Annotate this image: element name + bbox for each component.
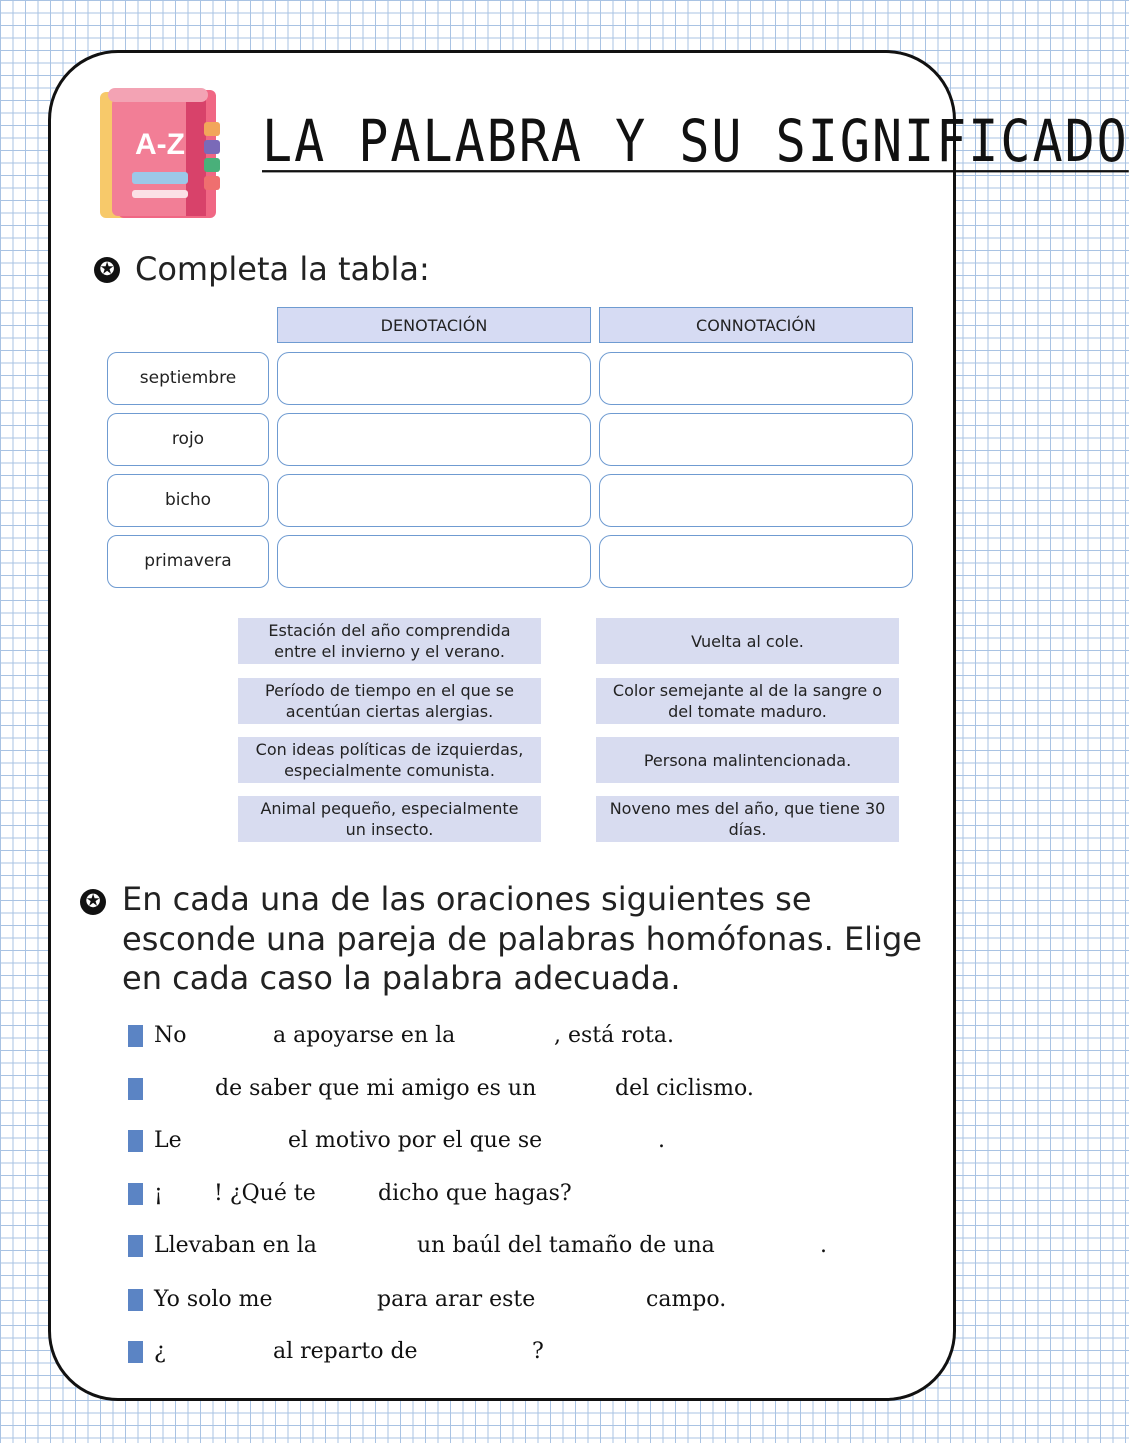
section1-heading: Completa la tabla:: [135, 250, 430, 288]
answer-blank[interactable]: [194, 1022, 268, 1050]
row-label-septiembre: septiembre: [107, 352, 269, 405]
sentence-bullet: [128, 1235, 143, 1257]
column-header-connotacion: CONNOTACIÓN: [599, 307, 913, 343]
drop-cell-bicho-connotacion[interactable]: [599, 474, 913, 527]
sentence-bullet: [128, 1078, 143, 1100]
sentence-text: un baúl del tamaño de una: [417, 1233, 715, 1258]
draggable-option[interactable]: Estación del año comprendida entre el invierno y el verano.: [238, 618, 541, 664]
answer-blank[interactable]: [338, 1232, 414, 1260]
page-title: LA PALABRA Y SU SIGNIFICADO: [262, 108, 1129, 175]
sentence-text: del ciclismo.: [615, 1076, 754, 1101]
sentence-row: [128, 1127, 888, 1157]
drop-cell-primavera-connotacion[interactable]: [599, 535, 913, 588]
answer-blank[interactable]: [288, 1286, 374, 1314]
answer-blank[interactable]: [166, 1180, 210, 1208]
row-label-primavera: primavera: [107, 535, 269, 588]
sentence-text: de saber que mi amigo es un: [215, 1076, 537, 1101]
answer-blank[interactable]: [748, 1232, 816, 1260]
drop-cell-primavera-denotacion[interactable]: [277, 535, 591, 588]
drop-cell-septiembre-denotacion[interactable]: [277, 352, 591, 405]
sentence-text: ¡: [154, 1181, 163, 1206]
sentence-text: No: [154, 1023, 187, 1048]
dictionary-book-icon: [98, 88, 224, 222]
sentence-text: para arar este: [377, 1287, 536, 1312]
draggable-option[interactable]: Animal pequeño, especialmente un insecto.: [238, 796, 541, 842]
draggable-option[interactable]: Período de tiempo en el que se acentúan ciertas alergias.: [238, 678, 541, 724]
drop-cell-septiembre-connotacion[interactable]: [599, 352, 913, 405]
sentence-text: Llevaban en la: [154, 1233, 317, 1258]
sentence-text: ¿: [154, 1339, 166, 1364]
sentence-text: campo.: [646, 1287, 727, 1312]
sentence-text: ! ¿Qué te: [214, 1181, 316, 1206]
draggable-option[interactable]: Persona malintencionada.: [596, 737, 899, 783]
sentence-text: a apoyarse en la: [273, 1023, 456, 1048]
sentence-bullet: [128, 1289, 143, 1311]
drop-cell-bicho-denotacion[interactable]: [277, 474, 591, 527]
drop-cell-rojo-connotacion[interactable]: [599, 413, 913, 466]
star-bullet-icon: ✪: [80, 889, 106, 915]
answer-blank[interactable]: [564, 1075, 614, 1103]
sentence-row: [128, 1338, 888, 1368]
answer-blank[interactable]: [568, 1127, 656, 1155]
answer-blank[interactable]: [172, 1338, 270, 1366]
row-label-rojo: rojo: [107, 413, 269, 466]
draggable-option[interactable]: Noveno mes del año, que tiene 30 días.: [596, 796, 899, 842]
sentence-text: dicho que hagas?: [378, 1181, 572, 1206]
section2-heading: En cada una de las oraciones siguientes se esconde una pareja de palabras homófonas. Elige en cada caso la palabra adecuada.: [122, 880, 922, 997]
sentence-text: ?: [532, 1339, 544, 1364]
sentence-bullet: [128, 1025, 143, 1047]
sentence-text: el motivo por el que se: [288, 1128, 543, 1153]
draggable-option[interactable]: Vuelta al cole.: [596, 618, 899, 664]
sentence-row: [128, 1180, 888, 1210]
sentence-bullet: [128, 1183, 143, 1205]
column-header-denotacion: DENOTACIÓN: [277, 307, 591, 343]
row-label-bicho: bicho: [107, 474, 269, 527]
sentence-bullet: [128, 1341, 143, 1363]
answer-blank[interactable]: [556, 1286, 644, 1314]
answer-blank[interactable]: [478, 1022, 552, 1050]
answer-blank[interactable]: [328, 1180, 376, 1208]
sentence-text: Yo solo me: [154, 1287, 273, 1312]
answer-blank[interactable]: [154, 1075, 212, 1103]
sentence-row: [128, 1232, 888, 1262]
sentence-row: [128, 1022, 888, 1052]
answer-blank[interactable]: [434, 1338, 530, 1366]
sentence-bullet: [128, 1130, 143, 1152]
sentence-text: Le: [154, 1128, 182, 1153]
sentence-text: .: [820, 1233, 827, 1258]
logo-text: A-Z: [135, 128, 185, 161]
answer-blank[interactable]: [190, 1127, 285, 1155]
sentence-text: , está rota.: [554, 1023, 674, 1048]
star-bullet-icon: ✪: [94, 257, 120, 283]
draggable-option[interactable]: Con ideas políticas de izquierdas, especialmente comunista.: [238, 737, 541, 783]
sentence-text: al reparto de: [273, 1339, 418, 1364]
drop-cell-rojo-denotacion[interactable]: [277, 413, 591, 466]
sentence-text: .: [658, 1128, 665, 1153]
draggable-option[interactable]: Color semejante al de la sangre o del tomate maduro.: [596, 678, 899, 724]
sentence-row: [128, 1286, 888, 1316]
sentence-row: [128, 1075, 888, 1105]
